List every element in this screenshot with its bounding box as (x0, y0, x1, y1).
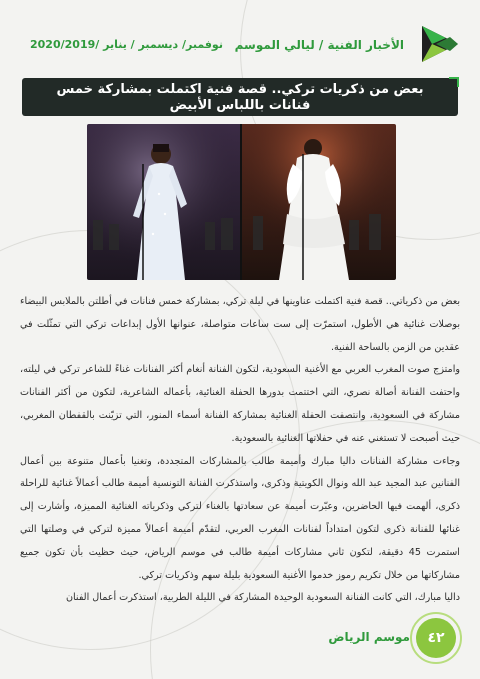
corner-accent (449, 77, 459, 87)
article-paragraph: داليا مبارك، التي كانت الفنانة السعودية الوحيدة المشاركة في الليلة الطربية، استذكرت أعمال الفنان (65, 592, 460, 604)
section-title: الأخبار الفنية / ليالي الموسم (234, 38, 404, 52)
article-paragraph: بعض من ذكرياتي.. قصة فنية اكتملت عناوينها في ليلة تركي، بمشاركة خمس فنانات في أطلتن بالملابس البيضاء بوصلات غنائية هي الأطول، استمرّت إلى ست ساعات متواصلة، عنوانها الأول إبداعات تركي التي تمثّلت في عقدين من الزمن بالساحة الفنية. (20, 296, 460, 353)
page-header (18, 22, 462, 66)
headline-box (22, 78, 458, 116)
article-paragraph: وجاءت مشاركة الفنانات داليا مبارك وأميمة طالب بالمشاركات المتجددة، وتغنيا بأعمال متنوعة بين أعمال الفنانين عبد المجيد عبد الله ونوال الكويتية وذكرى، واستذكرت الفنانة التونسية أميمة طالب أعمالاً غنائية للراحلة ذكرى، ألهمت فيها الحاضرين، وعبّرت أميمة عن سعادتها بالغناء لتركي وذكرياته الغنائية المميزة، وأشارت إلى غنائها للفنانة ذكرى لتكون امتداداً لفنانات المغرب العربي، لتقدّم أميمة أعمالاً مميزة لتركي في وصلتها التي استمرت 45 دقيقة، لتكون ثاني مشاركات أميمة طالب في موسم الرياض، حيث حظيت بأن تكون جميع مشاركاتها من خلال تكريم رموز خدموا الأغنية السعودية بليلة سهم وذكريات تركي. (20, 455, 460, 581)
headline-line-1: بعض من ذكريات تركي.. قصة فنية اكتملت بمشاركة خمس (56, 82, 424, 97)
footer-brand: موسم الرياض (328, 630, 410, 644)
article-paragraph: وامتزج صوت المغرب العربي مع الأغنية السعودية، لتكون الفنانة أنغام أكثر الفنانات غناءً للشاعر تركي في ليلته، واحتفت الفنانة أصالة نصري، التي اختتمت بدورها الحفلة الغنائية، بأعماله الشاعرية، لتكون من أكثر الفنانات مشاركة في السعودية، وانتصفت الحفلة الغنائية بمشاركة الفنانة أسماء المنور، التي تزيّنت بالقفطان المغربي، حيث أصبحت لا تستغني عنه في حفلاتها الغنائية بالسعودية. (20, 364, 460, 444)
article-body (20, 291, 460, 610)
logo-icon (418, 22, 462, 66)
stage-photo (87, 124, 396, 280)
issue-dates: نوفمبر/ ديسمبر / يناير /2020/2019 (30, 38, 223, 51)
page-number: ٤٢ (416, 618, 456, 658)
headline-line-2: فنانات باللباس الأبيض (169, 98, 311, 113)
page-footer (0, 612, 480, 672)
